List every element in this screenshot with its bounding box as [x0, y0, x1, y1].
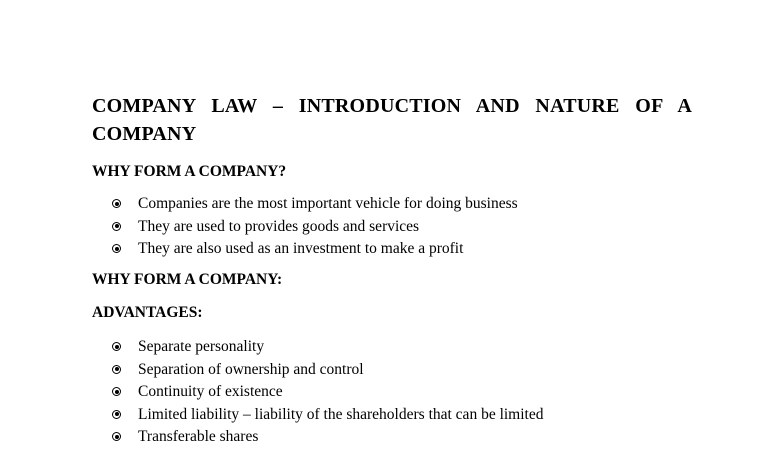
list-item — [112, 238, 518, 261]
list-item-text: Limited liability – liability of the shareholders that can be limited — [138, 405, 544, 423]
bullet-list-advantages — [112, 336, 543, 449]
list-item-text: Transferable shares — [138, 428, 259, 445]
circled-dot-bullet-icon — [112, 432, 121, 441]
circled-dot-bullet-icon — [112, 342, 121, 351]
section-heading-advantages: ADVANTAGES: — [92, 304, 203, 321]
list-item — [112, 216, 518, 239]
list-item — [112, 359, 543, 382]
list-item — [112, 404, 543, 427]
section-heading-why-form-2: WHY FORM A COMPANY: — [92, 271, 283, 288]
document-title: COMPANY LAW – INTRODUCTION AND NATURE OF A COMPANY — [92, 95, 692, 145]
section-heading-why-form: WHY FORM A COMPANY? — [92, 163, 287, 180]
circled-dot-bullet-icon — [112, 222, 121, 231]
list-item-text: Separate personality — [138, 338, 265, 355]
list-item-text: They are used to provides goods and services — [138, 217, 420, 235]
circled-dot-bullet-icon — [112, 244, 121, 253]
circled-dot-bullet-icon — [112, 387, 121, 396]
list-item — [112, 426, 543, 449]
bullet-list-why-form — [112, 193, 518, 261]
list-item — [112, 381, 543, 404]
circled-dot-bullet-icon — [112, 410, 121, 419]
list-item — [112, 336, 543, 359]
document-page — [92, 92, 692, 445]
list-item-text: Companies are the most important vehicle for doing business — [138, 195, 518, 212]
list-item-text: Continuity of existence — [138, 383, 283, 400]
list-item-text: Separation of ownership and control — [138, 360, 364, 378]
list-item — [112, 193, 518, 216]
circled-dot-bullet-icon — [112, 199, 121, 208]
list-item-text: They are also used as an investment to make a profit — [138, 240, 464, 257]
circled-dot-bullet-icon — [112, 365, 121, 374]
